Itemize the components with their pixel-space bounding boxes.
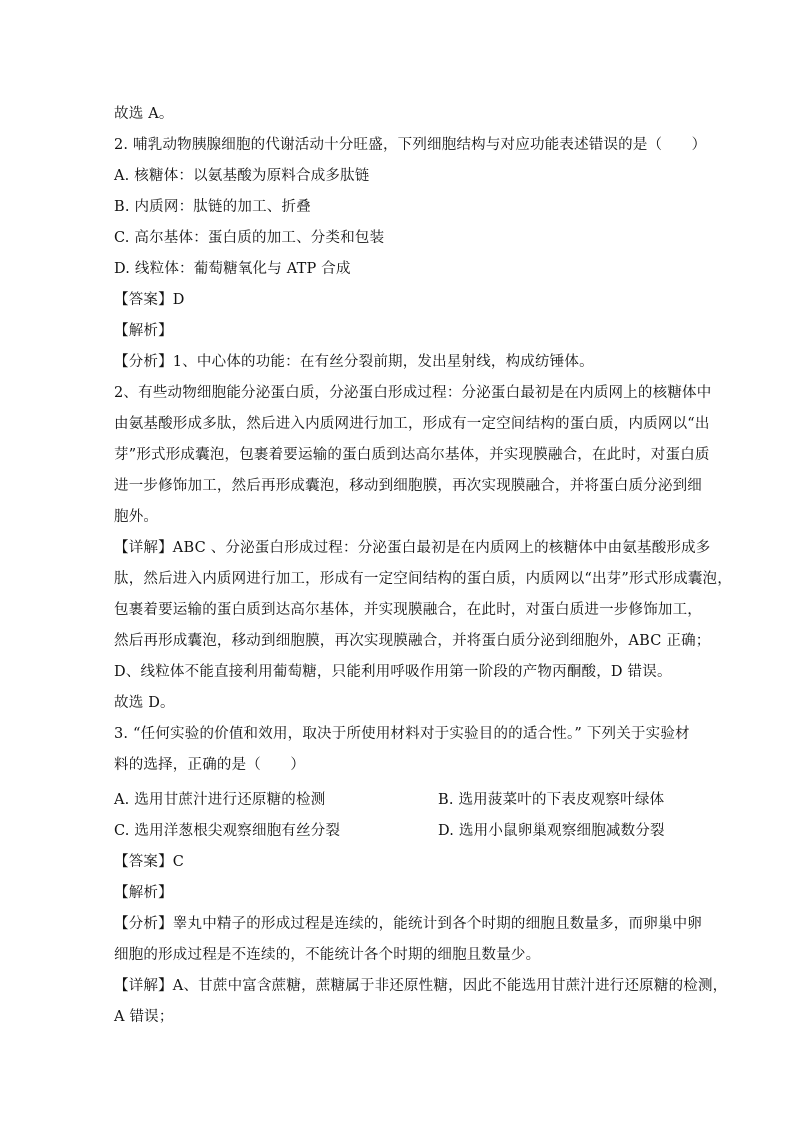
- question-2-option-d: D. 线粒体：葡萄糖氧化与 ATP 合成: [114, 261, 351, 277]
- question-2-stem: 2. 哺乳动物胰腺细胞的代谢活动十分旺盛，下列细胞结构与对应功能表述错误的是（ ）: [114, 137, 707, 153]
- text-line: 由氨基酸形成多肽，然后进入内质网进行加工，形成有一定空间结构的蛋白质，内质网以“出: [114, 416, 710, 432]
- text-line: 进一步修饰加工，然后再形成囊泡，移动到细胞膜，再次实现膜融合，并将蛋白质分泌到细: [114, 478, 702, 494]
- question-3-option-a: A. 选用甘蔗汁进行还原糖的检测: [114, 792, 326, 808]
- text-line: 然后再形成囊泡，移动到细胞膜，再次实现膜融合，并将蛋白质分泌到细胞外，ABC 正确；: [114, 633, 711, 649]
- text-line: 包裹着要运输的蛋白质到达高尔基体，并实现膜融合，在此时，对蛋白质进一步修饰加工，: [114, 602, 702, 618]
- text-line: 故选 A。: [114, 106, 174, 122]
- question-3-stem: 3. “任何实验的价值和效用，取决于所使用材料对于实验目的的适合性。” 下列关于实验材: [114, 726, 690, 742]
- question-2-option-a: A. 核糖体：以氨基酸为原料合成多肽链: [114, 168, 370, 184]
- question-2-option-c: C. 高尔基体：蛋白质的加工、分类和包装: [114, 230, 385, 246]
- text-line: 2、有些动物细胞能分泌蛋白质，分泌蛋白形成过程：分泌蛋白最初是在内质网上的核糖体中: [114, 385, 712, 401]
- text-line: 芽”形式形成囊泡，包裹着要运输的蛋白质到达高尔基体，并实现膜融合，在此时，对蛋白质: [114, 447, 710, 463]
- question-3-stem: 料的选择，正确的是（ ）: [114, 757, 306, 773]
- text-line: 【详解】A、甘蔗中富含蔗糖，蔗糖属于非还原性糖，因此不能选用甘蔗汁进行还原糖的检测，: [114, 978, 728, 994]
- question-2-answer: 【答案】D: [114, 292, 185, 308]
- text-line: 【分析】1、中心体的功能：在有丝分裂前期，发出星射线，构成纺锤体。: [114, 354, 594, 370]
- question-2-analysis-heading: 【解析】: [114, 323, 173, 339]
- text-line: A 错误；: [114, 1009, 174, 1025]
- text-line: 胞外。: [114, 509, 159, 525]
- text-line: 【分析】睾丸中精子的形成过程是连续的，能统计到各个时期的细胞且数量多，而卵巢中卵: [114, 916, 702, 932]
- question-2-option-b: B. 内质网：肽链的加工、折叠: [114, 199, 311, 215]
- question-3-answer: 【答案】C: [114, 854, 185, 870]
- question-3-analysis-heading: 【解析】: [114, 885, 173, 901]
- text-line: 细胞的形成过程是不连续的，不能统计各个时期的细胞且数量少。: [114, 947, 541, 963]
- question-3-option-c: C. 选用洋葱根尖观察细胞有丝分裂: [114, 823, 341, 839]
- text-line: 肽，然后进入内质网进行加工，形成有一定空间结构的蛋白质，内质网以“出芽”形式形成囊泡，: [114, 571, 732, 587]
- text-line: 故选 D。: [114, 695, 175, 711]
- question-3-option-b: B. 选用菠菜叶的下表皮观察叶绿体: [438, 792, 665, 808]
- text-line: D、线粒体不能直接利用葡萄糖，只能利用呼吸作用第一阶段的产物丙酮酸，D 错误。: [114, 664, 672, 680]
- text-line: 【详解】ABC 、分泌蛋白形成过程：分泌蛋白最初是在内质网上的核糖体中由氨基酸形成多: [114, 540, 711, 556]
- question-3-option-d: D. 选用小鼠卵巢观察细胞减数分裂: [438, 823, 665, 839]
